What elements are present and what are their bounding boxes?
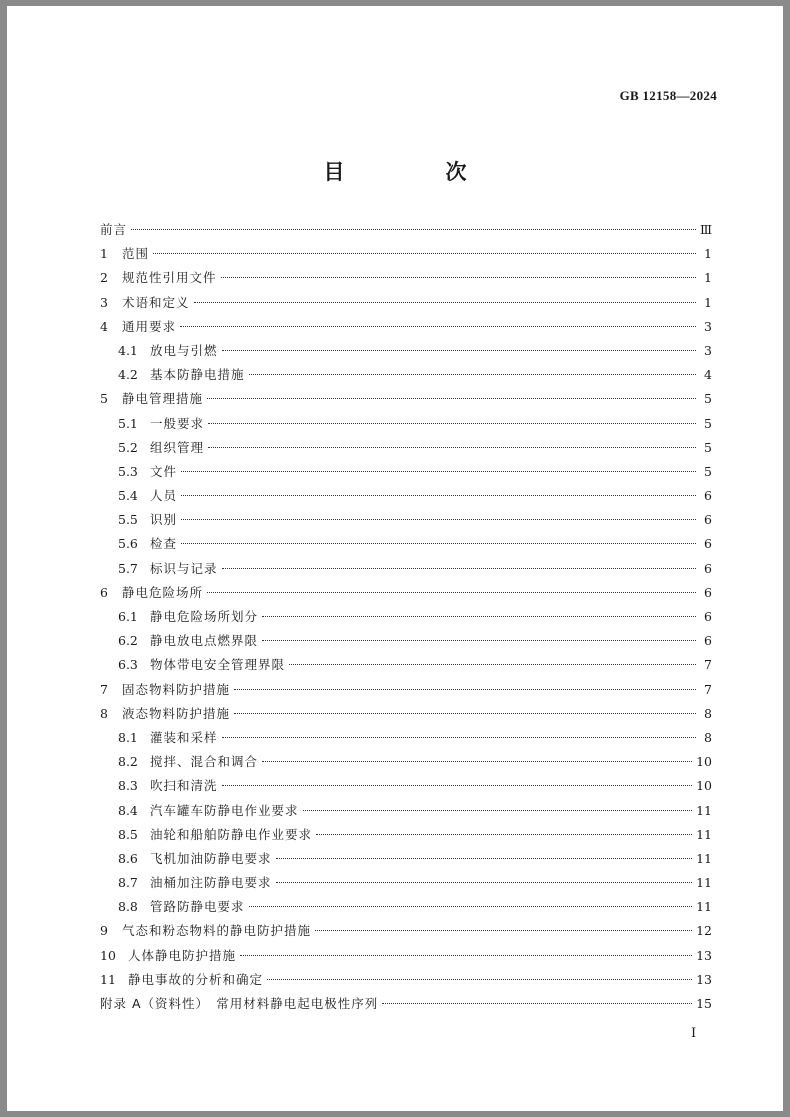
toc-entry-page: 4 bbox=[704, 367, 712, 383]
dot-leader bbox=[276, 882, 693, 883]
toc-entry-number: 8.6 bbox=[118, 850, 138, 866]
toc-entry-label: 识别 bbox=[150, 512, 178, 528]
toc-entry-page: 6 bbox=[704, 609, 712, 624]
toc-entry[interactable] bbox=[100, 508, 712, 532]
toc-entry-number: 5.6 bbox=[118, 536, 138, 552]
dot-leader bbox=[221, 277, 696, 278]
toc-entry[interactable] bbox=[100, 702, 712, 726]
toc-entry-page: 11 bbox=[696, 850, 712, 866]
page-number: I bbox=[691, 1026, 697, 1041]
toc-entry-label: 油轮和船舶防静电作业要求 bbox=[150, 826, 313, 842]
toc-entry-label: 管路防静电要求 bbox=[150, 899, 245, 915]
toc-entry-label: 静电危险场所划分 bbox=[150, 609, 259, 624]
toc-entry[interactable] bbox=[100, 968, 712, 992]
toc-entry-number: 6.3 bbox=[118, 657, 138, 673]
toc-entry-label: 汽车罐车防静电作业要求 bbox=[150, 802, 299, 818]
toc-entry-page: 6 bbox=[704, 633, 712, 649]
toc-entry[interactable] bbox=[100, 484, 712, 508]
dot-leader bbox=[131, 229, 696, 230]
toc-entry-page: 6 bbox=[704, 560, 712, 576]
toc-entry[interactable] bbox=[100, 895, 712, 919]
dot-leader bbox=[267, 979, 692, 980]
toc-entry-number: 8.1 bbox=[118, 729, 138, 745]
toc-entry-label: 气态和粉态物料的静电防护措施 bbox=[122, 923, 312, 939]
toc-entry[interactable] bbox=[100, 847, 712, 871]
toc-entry-label: 规范性引用文件 bbox=[122, 270, 217, 286]
toc-entry[interactable] bbox=[100, 291, 712, 315]
toc-entry-label: 放电与引燃 bbox=[150, 342, 218, 358]
dot-leader bbox=[181, 471, 696, 472]
toc-entry[interactable] bbox=[100, 436, 712, 460]
toc-entry-page: 5 bbox=[704, 463, 712, 479]
toc-entry[interactable] bbox=[100, 557, 712, 581]
toc-entry[interactable] bbox=[100, 774, 712, 798]
toc-entry[interactable] bbox=[100, 242, 712, 266]
toc-entry-page: 11 bbox=[696, 802, 712, 818]
dot-leader bbox=[208, 447, 696, 448]
toc-entry-number: 4 bbox=[100, 318, 108, 334]
toc-entry-label: 范围 bbox=[122, 246, 150, 262]
dot-leader bbox=[222, 737, 696, 738]
dot-leader bbox=[222, 350, 696, 351]
toc-entry-number: 4.1 bbox=[118, 342, 138, 358]
toc-entry[interactable] bbox=[100, 532, 712, 556]
toc-entry[interactable] bbox=[100, 629, 712, 653]
toc-entry-number: 5.7 bbox=[118, 560, 138, 576]
toc-entry-page: Ⅲ bbox=[699, 222, 712, 237]
toc-entry-label: 固态物料防护措施 bbox=[122, 681, 231, 697]
toc-entry[interactable] bbox=[100, 266, 712, 290]
dot-leader bbox=[234, 689, 696, 690]
toc-entry[interactable] bbox=[100, 678, 712, 702]
toc-entry-label: 附录 A（资料性） 常用材料静电起电极性序列 bbox=[100, 996, 379, 1011]
toc-entry-page: 11 bbox=[696, 899, 712, 915]
toc-entry[interactable] bbox=[100, 944, 712, 968]
toc-entry-page: 15 bbox=[696, 996, 712, 1011]
toc-entry-number: 8.3 bbox=[118, 778, 138, 794]
dot-leader bbox=[249, 374, 696, 375]
toc-entry-page: 6 bbox=[704, 512, 712, 528]
toc-entry-number: 8.5 bbox=[118, 826, 138, 842]
toc-entry-label: 液态物料防护措施 bbox=[122, 705, 231, 721]
dot-leader bbox=[207, 592, 696, 593]
dot-leader bbox=[316, 834, 692, 835]
toc-entry[interactable] bbox=[100, 992, 712, 1016]
toc-entry-label: 静电管理措施 bbox=[122, 391, 204, 407]
toc-entry-number: 5 bbox=[100, 391, 108, 407]
toc-entry-number: 5.2 bbox=[118, 439, 138, 455]
toc-entry-page: 11 bbox=[696, 875, 712, 891]
toc-entry-label: 标识与记录 bbox=[150, 560, 218, 576]
toc-entry-label: 物体带电安全管理界限 bbox=[150, 657, 286, 673]
toc-entry-page: 3 bbox=[704, 342, 712, 358]
toc-entry[interactable] bbox=[100, 363, 712, 387]
toc-entry-label: 搅拌、混合和调合 bbox=[150, 754, 259, 770]
toc-entry-label: 检查 bbox=[150, 536, 178, 552]
standard-code: GB 12158—2024 bbox=[619, 88, 717, 103]
toc-entry-page: 10 bbox=[696, 754, 712, 770]
toc-entry[interactable] bbox=[100, 460, 712, 484]
toc-entry-label: 灌装和采样 bbox=[150, 729, 218, 745]
toc-entry[interactable] bbox=[100, 871, 712, 895]
page-title: 目 次 bbox=[323, 160, 507, 184]
table-of-contents bbox=[100, 218, 712, 1016]
toc-entry-page: 8 bbox=[704, 705, 712, 721]
toc-entry-page: 1 bbox=[704, 246, 712, 262]
toc-entry-page: 5 bbox=[704, 439, 712, 455]
toc-entry-number: 6 bbox=[100, 584, 108, 600]
toc-entry[interactable] bbox=[100, 726, 712, 750]
toc-entry-number: 6.1 bbox=[118, 609, 138, 624]
toc-entry[interactable] bbox=[100, 581, 712, 605]
toc-entry-page: 1 bbox=[704, 270, 712, 286]
toc-entry-page: 13 bbox=[696, 947, 712, 963]
toc-entry[interactable] bbox=[100, 605, 712, 629]
toc-entry-label: 油桶加注防静电要求 bbox=[150, 875, 272, 891]
toc-entry[interactable] bbox=[100, 799, 712, 823]
dot-leader bbox=[181, 495, 696, 496]
toc-entry-page: 13 bbox=[696, 971, 712, 987]
toc-entry-page: 7 bbox=[704, 681, 712, 697]
dot-leader bbox=[303, 810, 693, 811]
toc-entry[interactable] bbox=[100, 218, 712, 242]
toc-entry-label: 人体静电防护措施 bbox=[128, 947, 237, 963]
toc-entry-label: 术语和定义 bbox=[122, 294, 190, 310]
toc-entry-number: 6.2 bbox=[118, 633, 138, 649]
toc-entry-label: 静电放电点燃界限 bbox=[150, 633, 259, 649]
toc-entry-number: 5.1 bbox=[118, 415, 138, 431]
toc-entry[interactable] bbox=[100, 823, 712, 847]
toc-entry-label: 通用要求 bbox=[122, 318, 177, 334]
toc-entry-label: 组织管理 bbox=[150, 439, 205, 455]
dot-leader bbox=[153, 253, 696, 254]
dot-leader bbox=[222, 785, 693, 786]
toc-entry-label: 前言 bbox=[100, 222, 128, 237]
dot-leader bbox=[249, 906, 693, 907]
toc-entry-number: 3 bbox=[100, 294, 108, 310]
dot-leader bbox=[222, 568, 696, 569]
dot-leader bbox=[262, 761, 692, 762]
toc-entry-number: 10 bbox=[100, 947, 116, 963]
toc-entry[interactable] bbox=[100, 653, 712, 677]
dot-leader bbox=[180, 326, 696, 327]
dot-leader bbox=[181, 519, 696, 520]
toc-entry-number: 7 bbox=[100, 681, 108, 697]
document-page bbox=[7, 6, 783, 1111]
toc-entry-label: 吹扫和清洗 bbox=[150, 778, 218, 794]
toc-entry-number: 5.4 bbox=[118, 488, 138, 504]
toc-entry-page: 6 bbox=[704, 584, 712, 600]
toc-entry-number: 8.2 bbox=[118, 754, 138, 770]
dot-leader bbox=[207, 398, 696, 399]
dot-leader bbox=[276, 858, 693, 859]
dot-leader bbox=[194, 302, 696, 303]
toc-entry-number: 9 bbox=[100, 923, 108, 939]
toc-entry-number: 5.3 bbox=[118, 463, 138, 479]
toc-entry[interactable] bbox=[100, 387, 712, 411]
toc-entry[interactable] bbox=[100, 315, 712, 339]
toc-entry[interactable] bbox=[100, 339, 712, 363]
dot-leader bbox=[208, 423, 696, 424]
toc-entry-page: 6 bbox=[704, 488, 712, 504]
toc-entry-label: 飞机加油防静电要求 bbox=[150, 850, 272, 866]
toc-entry-number: 8.7 bbox=[118, 875, 138, 891]
toc-entry-number: 2 bbox=[100, 270, 108, 286]
toc-entry-number: 8 bbox=[100, 705, 108, 721]
toc-entry-page: 5 bbox=[704, 415, 712, 431]
toc-entry-page: 12 bbox=[696, 923, 712, 939]
toc-entry-page: 1 bbox=[704, 294, 712, 310]
dot-leader bbox=[262, 640, 696, 641]
toc-entry-label: 文件 bbox=[150, 463, 178, 479]
toc-entry-page: 11 bbox=[696, 826, 712, 842]
toc-entry-page: 5 bbox=[704, 391, 712, 407]
toc-entry-number: 11 bbox=[100, 971, 116, 987]
toc-entry[interactable] bbox=[100, 412, 712, 436]
dot-leader bbox=[382, 1003, 692, 1004]
toc-entry-page: 3 bbox=[704, 318, 712, 334]
toc-entry-label: 人员 bbox=[150, 488, 178, 504]
dot-leader bbox=[181, 543, 696, 544]
toc-entry-page: 8 bbox=[704, 729, 712, 745]
toc-entry[interactable] bbox=[100, 750, 712, 774]
toc-entry-number: 1 bbox=[100, 246, 108, 262]
toc-entry-label: 一般要求 bbox=[150, 415, 205, 431]
toc-entry-number: 5.5 bbox=[118, 512, 138, 528]
toc-entry-number: 8.8 bbox=[118, 899, 138, 915]
dot-leader bbox=[234, 713, 696, 714]
toc-entry-label: 静电危险场所 bbox=[122, 584, 204, 600]
dot-leader bbox=[289, 664, 696, 665]
dot-leader bbox=[262, 616, 696, 617]
toc-entry-page: 10 bbox=[696, 778, 712, 794]
toc-entry-page: 6 bbox=[704, 536, 712, 552]
toc-entry-number: 8.4 bbox=[118, 802, 138, 818]
toc-entry-label: 静电事故的分析和确定 bbox=[128, 971, 264, 987]
toc-entry-label: 基本防静电措施 bbox=[150, 367, 245, 383]
toc-entry-page: 7 bbox=[704, 657, 712, 673]
toc-entry-number: 4.2 bbox=[118, 367, 138, 383]
dot-leader bbox=[315, 930, 692, 931]
dot-leader bbox=[240, 955, 692, 956]
toc-entry[interactable] bbox=[100, 919, 712, 943]
